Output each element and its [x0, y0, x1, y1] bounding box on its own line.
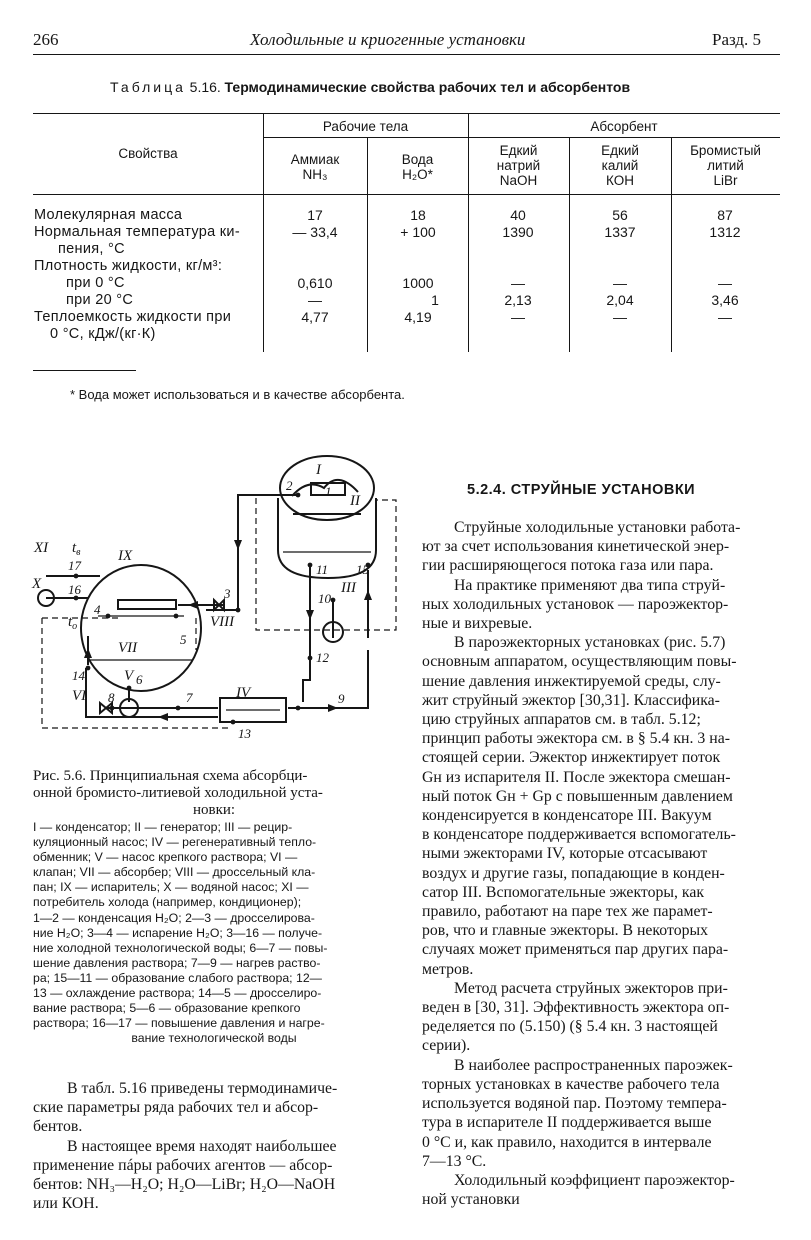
text-line: 7—13 °С.: [422, 1152, 487, 1170]
legend-line: I — конденсатор; II — генератор; III — рецир-: [33, 820, 293, 834]
label-t-main: t: [72, 540, 77, 556]
text-line: ределяется по (5.150) (§ 5.4 кн. 3 настоящей: [422, 1018, 718, 1036]
table-cell: 1312: [709, 224, 741, 240]
table-cell: —: [511, 309, 525, 325]
table-cell: —: [718, 275, 732, 291]
legend-line: обменник; V — насос крепкого раствора; VI —: [33, 850, 298, 865]
legend-line: куляционный насос; IV — регенеративный тепло-: [33, 835, 317, 850]
node-14: 14: [72, 668, 85, 683]
table-caption-label: Таблица: [110, 79, 186, 95]
evaporator-tube: [118, 600, 176, 609]
section-label: Разд. 5: [712, 30, 762, 49]
table-footnote: * Вода может использоваться и в качестве абсорбента.: [70, 387, 405, 402]
label-XI: XI: [34, 540, 49, 556]
pipe-11-12: [303, 565, 310, 702]
node-16: 16: [68, 582, 81, 597]
col-header-line: литий: [707, 158, 744, 173]
table-cell: —: [613, 275, 627, 291]
pipe-13: [86, 668, 218, 717]
col-header-properties: Свойства: [118, 146, 178, 161]
text-line: правило, работают на паре тех же парамет-: [422, 903, 713, 921]
col-header-line: Едкий: [601, 143, 639, 158]
property-label: 0 °С, кДж/(кг·К): [50, 326, 156, 342]
legend-line: шение давления раствора; 7—9 — нагрев раство-: [33, 955, 321, 970]
text-line: гии расширяющегося потока газа или пара.: [422, 557, 714, 575]
text-line: основным аппаратом, осуществляющим повы-: [422, 653, 737, 671]
node-7: 7: [186, 690, 193, 705]
table-cell: 3,46: [711, 292, 739, 308]
property-label: при 20 °С: [66, 292, 134, 308]
legend-line: вание технологической воды: [131, 1031, 297, 1046]
text-line: ных холодильных установок — пароэжектор-: [422, 595, 729, 613]
legend-line: ние холодной технологической воды; 6—7 — повы-: [33, 940, 328, 955]
table-cell: 1390: [502, 224, 534, 240]
text-line: стоящей серии. Эжектор инжектирует поток: [422, 749, 721, 767]
col-header-line: Едкий: [499, 143, 538, 158]
table-cell: —: [718, 309, 732, 325]
label-t-o: [68, 614, 77, 632]
text-line: применение пáры рабочих агентов — абсор-: [33, 1156, 333, 1174]
table-cell: 1000: [402, 275, 434, 291]
table-col-rule: [263, 113, 264, 352]
table-cell: 87: [717, 207, 733, 223]
property-label: Плотность жидкости, кг/м³:: [34, 258, 223, 274]
text-line: в конденсаторе поддерживается вспомогатель-: [422, 826, 736, 844]
table-cell: —: [613, 309, 627, 325]
text-line: ный поток Gн + Gр с повышенным давлением: [422, 787, 733, 805]
label-X: X: [32, 576, 42, 592]
label-V: V: [124, 668, 134, 684]
text-line: шение давления инжектируемой среды, слу-: [422, 672, 721, 690]
table-cell: 17: [307, 207, 323, 223]
label-t: [72, 540, 81, 558]
text-line: ными эжекторами IV, которые отсасывают: [422, 845, 708, 863]
table-cell: + 100: [400, 224, 436, 240]
table-caption: [110, 79, 630, 97]
node-6: 6: [136, 672, 143, 687]
col-header-libr: [671, 143, 780, 188]
caption-line: новки:: [192, 802, 236, 818]
table-caption-number: 5.16.: [189, 79, 221, 95]
text-line: случаях может применяться пар других пара-: [422, 941, 729, 959]
table-cell: —: [511, 275, 525, 291]
property-label: Молекулярная масса: [34, 207, 183, 223]
label-VI: VI: [72, 688, 87, 704]
text-line: тура в испарителе II поддерживается выше: [422, 1114, 712, 1132]
text-line: Gн из испарителя II. После эжектора смешан-: [422, 768, 731, 786]
text-line: ные и вихревые.: [422, 615, 533, 633]
node-15: 15: [356, 562, 369, 577]
text-line: принцип работы эжектора см. в § 5.4 кн. 3 на-: [422, 730, 730, 748]
absorption-scheme-diagram: [28, 440, 400, 758]
label-VIII: VIII: [210, 614, 235, 630]
text-line: В табл. 5.16 приведены термодинамиче-: [67, 1080, 338, 1097]
table-cell: 56: [612, 207, 628, 223]
col-header-line: натрий: [496, 158, 541, 173]
header-rule: [33, 54, 780, 55]
right-column-text: [422, 518, 780, 1209]
property-label: Теплоемкость жидкости при: [34, 309, 232, 325]
label-IX: IX: [118, 548, 133, 564]
group-header-absorbent: Абсорбент: [590, 119, 658, 134]
legend-line: раствора; 16—17 — повышение давления и нагре-: [33, 1016, 325, 1031]
col-header-koh: [569, 143, 671, 188]
table-cell: 1337: [604, 224, 636, 240]
text-line: Метод расчета струйных эжекторов при-: [454, 979, 728, 997]
legend-line: вание раствора; 5—6 — образование крепкого: [33, 1001, 301, 1016]
table-cell: 4,19: [404, 309, 432, 325]
col-header-line: LiBr: [713, 173, 738, 188]
text-line: веден в [30, 31]. Эффективность эжектора оп-: [422, 999, 730, 1017]
text-line: Струйные холодильные установки работа-: [454, 519, 741, 536]
page-number: 266: [33, 30, 59, 49]
col-header-line: КОН: [606, 173, 634, 188]
table-rule-header: [33, 194, 780, 195]
text-line: На практике применяют два типа струй-: [454, 576, 726, 594]
text-line: торных установках в качестве рабочего тела: [422, 1075, 720, 1093]
node-10: 10: [318, 591, 331, 606]
legend-line: 1—2 — конденсация H₂O; 2—3 — дросселирова-: [33, 910, 315, 925]
figure-legend: [33, 820, 395, 1046]
table-caption-title: Термодинамические свойства рабочих тел и абсорбентов: [224, 79, 631, 95]
label-I: I: [316, 462, 321, 478]
label-IV: IV: [236, 685, 251, 701]
node-3: 3: [224, 586, 231, 601]
label-VII: VII: [118, 640, 138, 656]
property-label: Нормальная температура ки-: [34, 224, 240, 240]
text-line: В настоящее время находят наибольшее: [67, 1137, 337, 1155]
node-13: 13: [238, 726, 251, 741]
col-header-water: [367, 152, 468, 182]
text-line: ские параметры ряда рабочих тел и абсор-: [33, 1099, 319, 1117]
legend-line: ние H₂O; 3—4 — испарение H₂O; 3—16 — получе-: [33, 925, 323, 940]
text-line: ров, что и главные эжекторы. В некоторых: [422, 922, 709, 940]
label-t-sub-o: о: [72, 621, 78, 632]
label-t-main-2: t: [68, 614, 73, 630]
table-rule-top: [33, 113, 780, 114]
text-line: метров.: [422, 960, 474, 978]
text-line: используется водяной пар. Поэтому темпера-: [422, 1095, 727, 1113]
table-cell: 2,13: [504, 292, 532, 308]
col-header-line: Вода: [401, 152, 434, 167]
col-header-ammonia: [263, 152, 367, 182]
legend-line: 13 — охлаждение раствора; 14—5 — дросселиро-: [33, 986, 322, 1001]
node-4: 4: [94, 602, 101, 617]
property-label: пения, °С: [58, 241, 125, 257]
footnote-rule: [33, 370, 136, 371]
text-line: ют за счет использования кинетической энер-: [422, 538, 730, 556]
text-line: бентов: NH₃—H₂O; H₂O—LiBr; H₂O—NaOH: [33, 1176, 336, 1194]
caption-line: онной бромисто-литиевой холодильной уста-: [33, 785, 323, 801]
text-line: или КОН.: [33, 1195, 99, 1213]
text-line: бентов.: [33, 1118, 83, 1136]
col-header-naoh: [468, 143, 569, 188]
col-header-line: NaOH: [499, 173, 538, 188]
col-header-line: Бромистый: [690, 143, 761, 158]
node-11: 11: [316, 562, 329, 577]
label-III: III: [341, 580, 356, 596]
running-title: Холодильные и криогенные установки: [250, 30, 526, 49]
text-line: 0 °С и, как правило, находится в интервале: [422, 1133, 712, 1151]
node-8: 8: [108, 690, 115, 705]
property-label: при 0 °С: [66, 275, 125, 291]
legend-line: ра; 15—11 — образование слабого раствора; 12—: [33, 970, 322, 985]
text-line: В пароэжекторных установках (рис. 5.7): [454, 634, 726, 652]
text-line: серии).: [422, 1037, 471, 1055]
figure-caption: [33, 768, 395, 819]
legend-line: клапан; VII — абсорбер; VIII — дроссельный кла-: [33, 865, 316, 880]
table-cell: 0,610: [297, 275, 333, 291]
table-cell: 2,04: [606, 292, 634, 308]
table-cell: 4,77: [301, 309, 329, 325]
text-line: жит струйный эжектор [30,31]. Классифика-: [422, 691, 720, 709]
node-12: 12: [316, 650, 329, 665]
label-t-sub-b: в: [76, 547, 81, 558]
legend-line: потребитель холода (например, кондиционер);: [33, 895, 302, 910]
text-line: сатор III. Вспомогательные эжекторы, как: [422, 883, 705, 901]
text-line: цию струйных аппаратов см. в табл. 5.12;: [422, 711, 701, 729]
label-II: II: [350, 493, 360, 509]
text-line: ной установки: [422, 1191, 520, 1209]
table-cell: —: [308, 292, 322, 308]
col-header-line: калий: [601, 158, 639, 173]
col-header-line: Аммиак: [290, 152, 340, 167]
col-header-line: H₂O*: [402, 167, 433, 182]
text-line: Холодильный коэффициент пароэжектор-: [454, 1171, 735, 1189]
node-9: 9: [338, 691, 345, 706]
table-cell: 40: [510, 207, 526, 223]
col-header-line: NH₃: [302, 167, 328, 182]
table-cell: — 33,4: [292, 224, 338, 240]
table-cell: 18: [410, 207, 426, 223]
node-5: 5: [180, 632, 187, 647]
text-line: конденсируется в конденсаторе III. Вакуум: [422, 807, 712, 825]
left-column-text: [33, 1079, 395, 1213]
text-line: В наиболее распространенных пароэжек-: [454, 1056, 733, 1074]
table-rule-group: [263, 137, 780, 138]
caption-line: Рис. 5.6. Принципиальная схема абсорбци-: [33, 768, 308, 784]
node-17: 17: [68, 558, 81, 573]
node-2: 2: [286, 478, 293, 493]
group-header-working: Рабочие тела: [322, 119, 409, 134]
text-line: воздух и другие газы, попадающие в конден-: [422, 864, 725, 882]
node-1: 1: [325, 484, 332, 499]
table-cell: 1: [431, 292, 439, 308]
section-heading: 5.2.4. СТРУЙНЫЕ УСТАНОВКИ: [467, 482, 696, 498]
legend-line: пан; IX — испаритель; X — водяной насос; XI —: [33, 880, 309, 895]
